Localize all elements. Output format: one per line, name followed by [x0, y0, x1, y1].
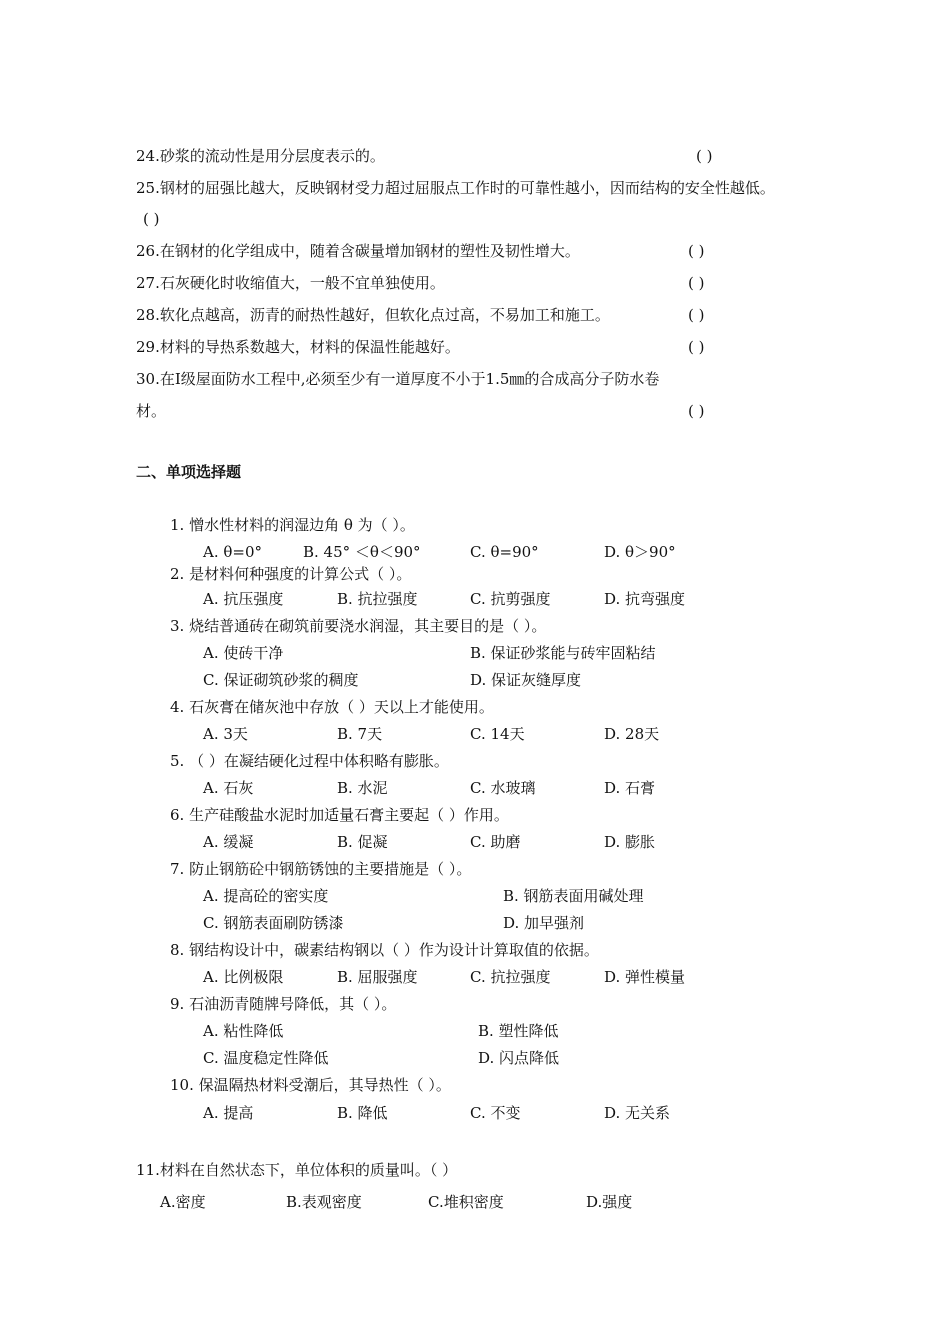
choice-question-2-stem: 2. 是材料何种强度的计算公式（ ）。 [170, 565, 412, 583]
question-30-answer-blank: ( ) [688, 402, 705, 420]
choice-question-1-option-a: A. θ=0° [203, 543, 263, 561]
choice-question-1-option-d: D. θ＞90° [604, 543, 676, 561]
choice-question-7-option-a: A. 提高砼的密实度 [203, 887, 329, 905]
choice-question-4-option-a: A. 3天 [203, 725, 248, 743]
choice-question-11-option-c: C.堆积密度 [428, 1193, 504, 1211]
choice-question-10-option-a: A. 提高 [203, 1104, 254, 1122]
choice-question-10-option-d: D. 无关系 [604, 1104, 671, 1122]
choice-question-8-option-a: A. 比例极限 [203, 968, 284, 986]
choice-question-5-stem: 5. （ ）在凝结硬化过程中体积略有膨胀。 [170, 752, 449, 770]
question-27-answer-blank: ( ) [688, 274, 705, 292]
choice-question-1-option-b: B. 45° ＜θ＜90° [303, 543, 421, 561]
choice-question-1-option-c: C. θ=90° [470, 543, 539, 561]
choice-question-3-option-d: D. 保证灰缝厚度 [470, 671, 582, 689]
choice-question-8-option-c: C. 抗拉强度 [470, 968, 551, 986]
choice-question-11-stem: 11.材料在自然状态下，单位体积的质量叫。（ ） [136, 1161, 458, 1179]
choice-question-9-option-d: D. 闪点降低 [478, 1049, 560, 1067]
choice-question-9-option-c: C. 温度稳定性降低 [203, 1049, 329, 1067]
choice-question-7-option-c: C. 钢筋表面刷防锈漆 [203, 914, 344, 932]
choice-question-4-option-d: D. 28天 [604, 725, 660, 743]
choice-question-10-stem: 10. 保温隔热材料受潮后，其导热性（ ）。 [170, 1076, 451, 1094]
choice-question-3-stem: 3. 烧结普通砖在砌筑前要浇水润湿，其主要目的是（ ）。 [170, 617, 547, 635]
choice-question-4-option-b: B. 7天 [337, 725, 383, 743]
choice-question-6-option-c: C. 助磨 [470, 833, 521, 851]
choice-question-8-option-b: B. 屈服强度 [337, 968, 418, 986]
choice-question-8-stem: 8. 钢结构设计中，碳素结构钢以（ ）作为设计计算取值的依据。 [170, 941, 599, 959]
choice-question-1-stem: 1. 憎水性材料的润湿边角 θ 为（ ）。 [170, 516, 415, 534]
choice-question-9-option-b: B. 塑性降低 [478, 1022, 559, 1040]
choice-question-11-option-d: D.强度 [586, 1193, 633, 1211]
choice-question-3-option-b: B. 保证砂浆能与砖牢固粘结 [470, 644, 656, 662]
choice-question-5-option-d: D. 石膏 [604, 779, 656, 797]
choice-question-6-option-d: D. 膨胀 [604, 833, 656, 851]
choice-question-7-option-b: B. 钢筋表面用碱处理 [503, 887, 644, 905]
question-25-answer-blank: ( ) [143, 210, 160, 228]
question-27-text: 27.石灰硬化时收缩值大，一般不宜单独使用。 [136, 274, 445, 292]
choice-question-7-option-d: D. 加早强剂 [503, 914, 585, 932]
question-28-answer-blank: ( ) [688, 306, 705, 324]
choice-question-2-option-b: B. 抗拉强度 [337, 590, 418, 608]
choice-question-5-option-a: A. 石灰 [203, 779, 254, 797]
choice-question-6-option-b: B. 促凝 [337, 833, 388, 851]
choice-question-11-option-a: A.密度 [160, 1193, 206, 1211]
question-28-text: 28.软化点越高，沥青的耐热性越好，但软化点过高，不易加工和施工。 [136, 306, 610, 324]
choice-question-8-option-d: D. 弹性模量 [604, 968, 686, 986]
question-24-answer-blank: ( ) [696, 147, 713, 165]
question-29-answer-blank: ( ) [688, 338, 705, 356]
choice-question-9-option-a: A. 粘性降低 [203, 1022, 284, 1040]
choice-question-10-option-c: C. 不变 [470, 1104, 521, 1122]
choice-question-6-stem: 6. 生产硅酸盐水泥时加适量石膏主要起（ ）作用。 [170, 806, 509, 824]
choice-question-4-stem: 4. 石灰膏在储灰池中存放（ ）天以上才能使用。 [170, 698, 494, 716]
choice-question-3-option-c: C. 保证砌筑砂浆的稠度 [203, 671, 359, 689]
question-24-text: 24.砂浆的流动性是用分层度表示的。 [136, 147, 385, 165]
choice-question-2-option-a: A. 抗压强度 [203, 590, 284, 608]
choice-question-5-option-b: B. 水泥 [337, 779, 388, 797]
choice-question-7-stem: 7. 防止钢筋砼中钢筋锈蚀的主要措施是（ ）。 [170, 860, 472, 878]
choice-question-3-option-a: A. 使砖干净 [203, 644, 284, 662]
choice-question-9-stem: 9. 石油沥青随牌号降低，其（ ）。 [170, 995, 397, 1013]
choice-question-6-option-a: A. 缓凝 [203, 833, 254, 851]
choice-question-5-option-c: C. 水玻璃 [470, 779, 536, 797]
question-29-text: 29.材料的导热系数越大，材料的保温性能越好。 [136, 338, 460, 356]
question-25-text: 25.钢材的屈强比越大，反映钢材受力超过屈服点工作时的可靠性越小，因而结构的安全性越低。 [136, 179, 775, 197]
section-2-heading: 二、单项选择题 [136, 463, 242, 481]
choice-question-11-option-b: B.表观密度 [286, 1193, 362, 1211]
question-30-text-line1: 30.在Ⅰ级屋面防水工程中,必须至少有一道厚度不小于1.5㎜的合成高分子防水卷 [136, 370, 660, 388]
choice-question-2-option-c: C. 抗剪强度 [470, 590, 551, 608]
question-26-text: 26.在钢材的化学组成中，随着含碳量增加钢材的塑性及韧性增大。 [136, 242, 580, 260]
question-30-text-line2: 材。 [136, 402, 167, 420]
question-26-answer-blank: ( ) [688, 242, 705, 260]
choice-question-2-option-d: D. 抗弯强度 [604, 590, 686, 608]
choice-question-4-option-c: C. 14天 [470, 725, 525, 743]
choice-question-10-option-b: B. 降低 [337, 1104, 388, 1122]
